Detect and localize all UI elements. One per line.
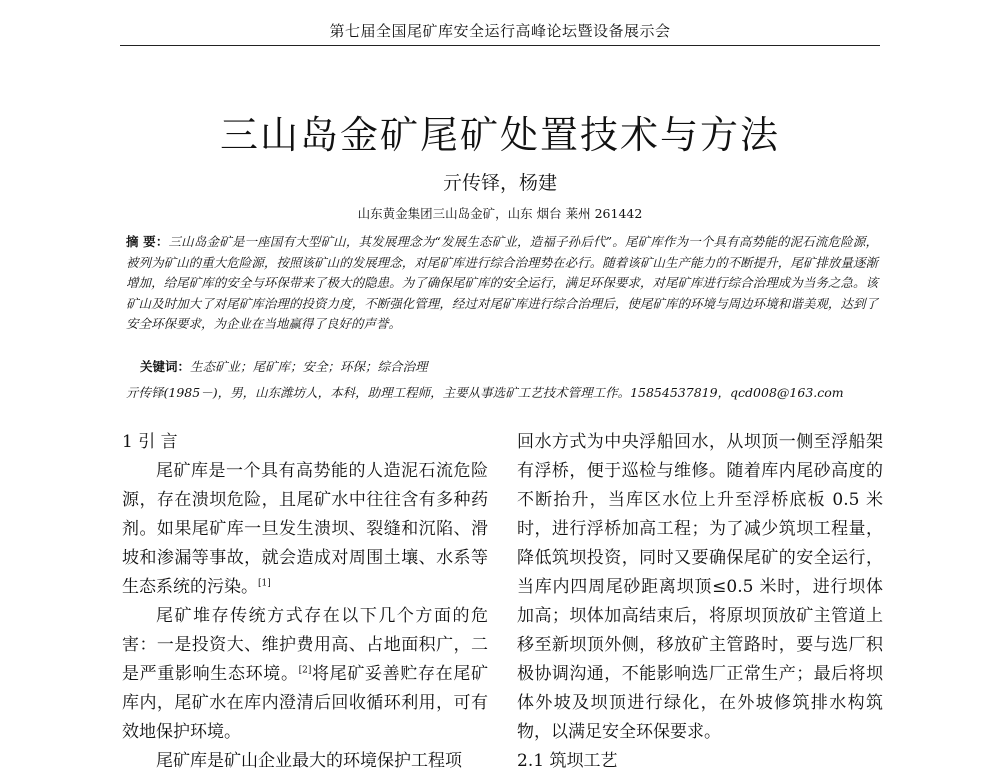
section-heading: 1 引 言 xyxy=(122,432,178,452)
left-column xyxy=(122,428,488,776)
paragraph-2-text-a: 尾矿堆存传统方式存在以下几个方面的危害：一是投资大、维护费用高、占地面积广，二是严重影响生态环境。 xyxy=(122,606,488,684)
paragraph-1 xyxy=(122,457,488,602)
paragraph-2 xyxy=(122,602,488,747)
author-info: 亓传铎(1985－)，男，山东潍坊人，本科，助理工程师，主要从事选矿工艺技术管理工作。15854537819，qcd008@163.com xyxy=(126,385,844,400)
right-column xyxy=(517,428,883,776)
citation-1: [1] xyxy=(258,578,271,589)
citation-2: [2] xyxy=(298,665,312,676)
paper-title: 三山岛金矿尾矿处置技术与方法 xyxy=(219,113,780,157)
paragraph-continued: 回水方式为中央浮船回水，从坝顶一侧至浮船架有浮桥，便于巡检与维修。随着库内尾砂高度的不断抬升，当库区水位上升至浮桥底板 0.5 米时，进行浮桥加高工程；为了减少筑坝工程量，降低筑坝投资，同时又要确保尾矿的安全运行，当库内四周尾砂距离坝顶≤0.5 米时，进行坝体加高；坝体加高结束后，将原坝顶放矿主管道上移至新坝顶外侧，移放矿主管路时，要与选厂积极协调沟通，不能影响选厂正常生产；最后将坝体外坡及坝顶进行绿化，在外坡修筑排水构筑物，以满足安全环保要求。 xyxy=(517,432,883,742)
author-list: 亓传铎，杨建 xyxy=(442,172,557,194)
keywords-label: 关键词： xyxy=(140,359,191,374)
paragraph-2-text-b: 将尾矿妥善贮存在尾矿库内，尾矿水在库内澄清后回收循环利用，可有效地保护环境。 xyxy=(122,664,488,742)
keywords xyxy=(140,357,880,375)
running-header: 第七届全国尾矿库安全运行高峰论坛暨设备展示会 xyxy=(120,20,880,46)
paragraph-3: 尾矿库是矿山企业最大的环境保护工程项 xyxy=(156,751,462,771)
abstract xyxy=(126,232,878,335)
abstract-text: 三山岛金矿是一座国有大型矿山，其发展理念为“发展生态矿业，造福子孙后代”。尾矿库作为一个具有高势能的泥石流危险源，被列为矿山的重大危险源，按照该矿山的发展理念，对尾矿库进行综合治理势在必行。随着该矿山生产能力的不断提升，尾矿排放量逐渐增加，给尾矿库的安全与环保带来了极大的隐患。为了确保尾矿库的安全运行，满足环保要求，对尾矿库进行综合治理成为当务之急。该矿山及时加大了对尾矿库治理的投资力度，不断强化管理，经过对尾矿库进行综合治理后，使尾矿库的环境与周边环境和谐美观，达到了安全环保要求，为企业在当地赢得了良好的声誉。 xyxy=(126,234,878,331)
abstract-label: 摘 要： xyxy=(126,234,169,249)
paragraph-1-text: 尾矿库是一个具有高势能的人造泥石流危险源，存在溃坝危险，且尾矿水中往往含有多种药剂。如果尾矿库一旦发生溃坝、裂缝和沉陷、滑坡和渗漏等事故，就会造成对周围土壤、水系等生态系统的污染。 xyxy=(122,461,488,597)
keywords-text: 生态矿业；尾矿库；安全；环保；综合治理 xyxy=(190,359,428,374)
subsection-heading: 2.1 筑坝工艺 xyxy=(517,751,618,771)
affiliation: 山东黄金集团三山岛金矿，山东 烟台 莱州 261442 xyxy=(357,206,643,221)
